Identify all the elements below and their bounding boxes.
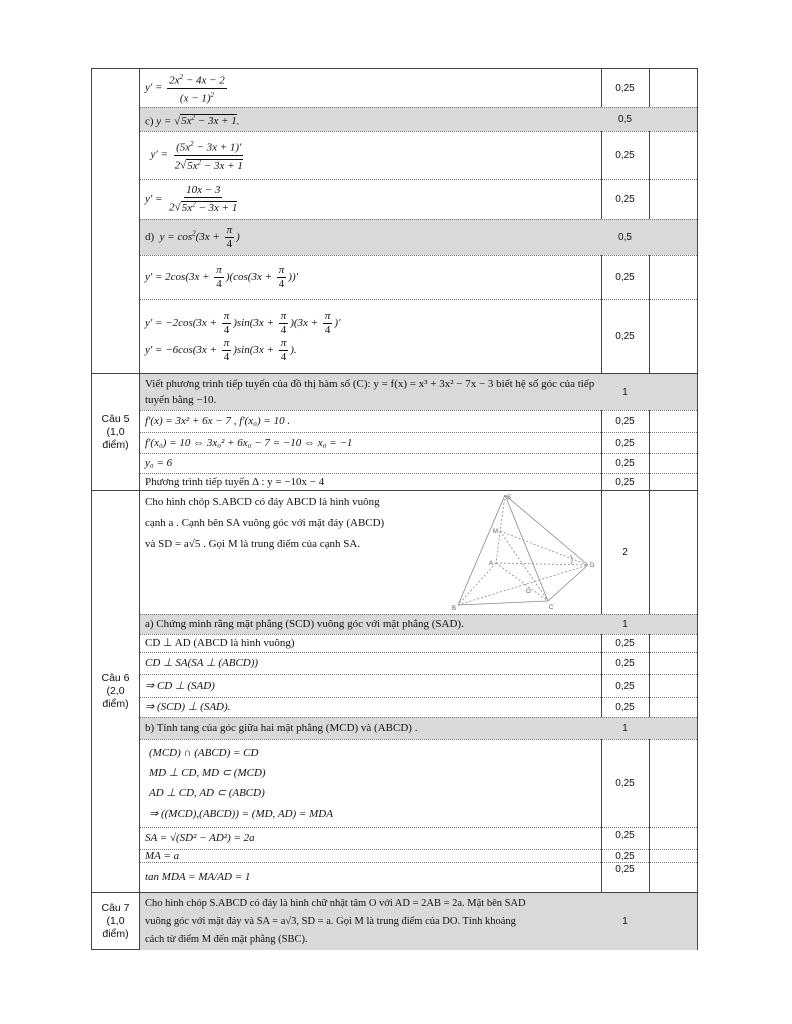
answer-row <box>140 69 697 107</box>
question-row <box>140 373 697 410</box>
score: 0,25 <box>615 82 635 94</box>
score: 1 <box>622 619 628 630</box>
formula: y' = $\frac{10x - 3}{2√5x^2 - 3x + 1}$ <box>145 184 238 214</box>
answer-row <box>140 131 697 179</box>
score: 2 <box>622 547 628 558</box>
score: 0,25 <box>615 850 635 862</box>
question-label: Câu 5 (1,0 điểm) <box>92 373 139 490</box>
score: 1 <box>622 916 628 927</box>
step-text: y₀ = 6 <box>145 457 173 469</box>
step-text: ⇒ CD ⊥ (SAD) <box>145 679 215 692</box>
label-s: S <box>507 495 512 501</box>
step-text: Phương trình tiếp tuyến Δ : y = −10x − 4 <box>145 475 325 488</box>
formula: y' = $\frac{(5x^2 - 3x + 1)'}{2√5x^2 - 3x + 1}$ <box>145 140 243 172</box>
question-text: Cho hình chóp S.ABCD có đáy ABCD là hình vuông <box>145 496 380 508</box>
step-text: ⇒ (SCD) ⊥ (SAD). <box>145 701 231 713</box>
answer-row <box>140 255 697 299</box>
score: 0,25 <box>615 194 635 205</box>
label-a: A <box>489 561 494 567</box>
label-b: B <box>452 606 457 611</box>
score: 1 <box>622 723 628 734</box>
question-label: Câu 7 (1,0 điểm) <box>92 892 139 950</box>
question-row <box>140 490 697 614</box>
formula: y' = 2cos(3x + $\frac{\pi}{4}$ )(cos(3x + $\frac{\pi}{4}$ ))' <box>145 264 298 290</box>
pyramid-figure <box>450 493 600 611</box>
question-text: và SD = a√5 . Gọi M là trung điểm của cạnh SA. <box>145 538 361 550</box>
step-text: tan MDA = MA/AD = 1 <box>145 871 251 883</box>
label-m: M <box>493 529 498 535</box>
label-o: O <box>526 589 531 595</box>
score: 0,5 <box>618 114 632 125</box>
answer-row <box>140 453 697 473</box>
formula: d) $y = \cos^2(3x$ + $\frac{\pi}{4}$ ) <box>145 224 240 250</box>
answer-table <box>91 68 698 950</box>
question-text: vuông góc với mặt đáy và SA = a√3, SD = a. Gọi M là trung điểm của DO. Tính khoảng <box>145 915 516 927</box>
question-row <box>140 892 697 950</box>
answer-row <box>140 107 697 131</box>
score: 0,25 <box>615 830 635 841</box>
question-text: Viết phương trình tiếp tuyến của đồ thị hàm số (C): y = f(x) = x³ + 3x² − 7x − 3 biết hệ số góc của tiếp tuyến bằng −10. <box>145 378 595 406</box>
formula: y' = −2cos(3x + $\frac{\pi}{4}$ )sin(3x + $\frac{\pi}{4}$ )(3x + $\frac{\pi}{4}$ )' <box>145 309 341 336</box>
formula: y' = −6cos(3x + $\frac{\pi}{4}$ )sin(3x + $\frac{\pi}{4}$ ). <box>145 336 297 363</box>
system-line: AD ⊥ CD, AD ⊂ (ABCD) <box>149 786 265 799</box>
system-line: MD ⊥ CD, MD ⊂ (MCD) <box>149 766 266 779</box>
answer-row <box>140 410 697 432</box>
system-line: ⇒ ((MCD),(ABCD)) = (MD, AD) = MDA <box>149 807 333 820</box>
step-text: f'(x) = 3x² + 6x − 7 , f'(x₀) = 10 . <box>145 415 291 427</box>
score: 0,25 <box>615 778 635 789</box>
score: 1 <box>622 386 628 398</box>
label-d: D <box>590 563 595 569</box>
score: 0,25 <box>615 680 635 692</box>
score: 0,25 <box>615 331 635 342</box>
score: 0,25 <box>615 864 635 875</box>
score: 0,5 <box>618 232 632 243</box>
answer-row <box>140 697 697 717</box>
answer-row <box>140 739 697 827</box>
answer-row <box>140 827 697 849</box>
step-text: CD ⊥ SA(SA ⊥ (ABCD)) <box>145 657 259 669</box>
score: 0,25 <box>615 416 635 427</box>
score: 0,25 <box>615 476 635 488</box>
answer-row <box>140 652 697 674</box>
score: 0,25 <box>615 638 635 649</box>
part-row <box>140 717 697 739</box>
answer-row <box>140 179 697 219</box>
score: 0,25 <box>615 272 635 283</box>
answer-row <box>140 299 697 373</box>
score: 0,25 <box>615 658 635 669</box>
score: 0,25 <box>615 437 635 449</box>
answer-row <box>140 862 697 892</box>
question-text: cạnh a . Cạnh bên SA vuông góc với mặt đáy (ABCD) <box>145 517 385 529</box>
answer-row <box>140 432 697 453</box>
system-line: (MCD) ∩ (ABCD) = CD <box>149 746 259 759</box>
step-text: MA = a <box>145 849 180 862</box>
formula: c) $y = √5x^2 - 3x + 1$. <box>145 113 240 128</box>
score: 0,25 <box>615 150 635 161</box>
formula: y' = $\frac{2x^2 - 4x - 2}{(x - 1)^2}$ <box>145 72 225 105</box>
step-text: SA = √(SD² − AD²) = 2a <box>145 832 255 844</box>
step-text: f'(x₀) = 10 ⇔ 3x₀² + 6x₀ − 7 = −10 ⇔ x₀ = −1 <box>145 436 353 449</box>
score: 0,25 <box>615 702 635 713</box>
answer-row <box>140 674 697 697</box>
label-c: C <box>549 605 554 611</box>
answer-row <box>140 634 697 652</box>
question-text: cách từ điểm M đến mặt phẳng (SBC). <box>145 933 308 945</box>
answer-row <box>140 473 697 490</box>
answer-row <box>140 219 697 255</box>
part-text: a) Chứng minh rằng mặt phẳng (SCD) vuông góc với mặt phẳng (SAD). <box>145 618 464 630</box>
step-text: CD ⊥ AD (ABCD là hình vuông) <box>145 637 295 649</box>
score: 0,25 <box>615 458 635 469</box>
question-text: Cho hình chóp S.ABCD có đáy là hình chữ nhật tâm O với AD = 2AB = 2a. Mặt bên SAD <box>145 897 526 909</box>
question-label: Câu 6 (2,0 điểm) <box>92 490 139 892</box>
part-text: b) Tính tang của góc giữa hai mặt phẳng (MCD) và (ABCD) . <box>145 722 418 734</box>
part-row <box>140 614 697 634</box>
